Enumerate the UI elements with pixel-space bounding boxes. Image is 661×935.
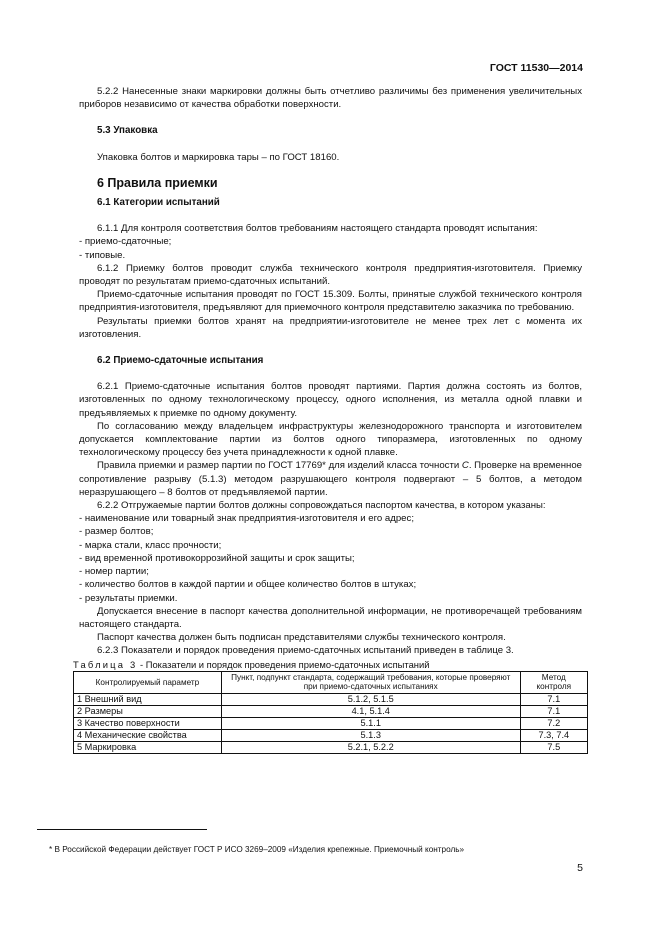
paragraph-6-2-3: 6.2.3 Показатели и порядок проведения приемо-сдаточных испытаний приведен в таблице 3. [97, 645, 514, 657]
list-item: - размер болтов; [79, 526, 154, 538]
standard-number: ГОСТ 11530—2014 [489, 62, 583, 74]
heading-6-1: 6.1 Категории испытаний [97, 197, 220, 209]
table-caption-label: Таблица 3 [73, 658, 138, 670]
paragraph-6-1-2b: Приемо-сдаточные испытания проводят по ГОСТ 15.309. Болты, принятые службой технического контроля предприятия-изготовителя, предъявляют для приемочного контроля представителю заказчика по требованию. [79, 289, 582, 314]
page-body [73, 85, 582, 754]
table-cell: 5 Маркировка [74, 741, 222, 753]
table-caption [73, 658, 582, 671]
list-item: - количество болтов в каждой партии и общее количество болтов в штуках; [79, 579, 417, 591]
paragraph-6-2-1c-end: . Проверке на временное сопротивление разрыву (5.1.3) методом разрушающего контроля подвергают – 5 болтов, а методом неразрушающего – 8 болтов от предъявляемой партии. [79, 460, 582, 498]
paragraph-6-2-2: 6.2.2 Отгружаемые партии болтов должны сопровождаться паспортом качества, в котором указаны: [97, 500, 546, 512]
accuracy-class: C [461, 460, 469, 472]
column-header-parameter: Контролируемый параметр [74, 671, 222, 693]
table-cell: 2 Размеры [74, 705, 222, 717]
paragraph-6-1-2c: Результаты приемки болтов хранят на предприятии-изготовителе не менее трех лет с момента их изготовления. [79, 315, 582, 340]
table-cell: 7.1 [520, 705, 587, 717]
footnote-divider [37, 829, 207, 830]
table-cell: 7.3, 7.4 [520, 729, 587, 741]
table-cell: 1 Внешний вид [74, 693, 222, 705]
table-row [74, 693, 588, 705]
list-item: - марка стали, класс прочности; [79, 539, 222, 551]
paragraph-6-2-2b: Допускается внесение в паспорт качества дополнительной информации, не противоречащей требованиям настоящего стандарта. [79, 605, 582, 630]
paragraph-6-2-1: 6.2.1 Приемо-сдаточные испытания болтов проводят партиями. Партия должна состоять из болтов, изготовленных по одному технологическому процессу, одного исполнения, из металла одной плавки и предъявляемых к приемке по одному документу. [79, 381, 582, 419]
paragraph-5-3: Упаковка болтов и маркировка тары – по ГОСТ 18160. [97, 151, 340, 163]
column-header-clause: Пункт, подпункт стандарта, содержащий требования, которые проверяют при приемо-сдаточных испытаниях [221, 671, 520, 693]
page-number: 5 [577, 862, 583, 874]
heading-6-2: 6.2 Приемо-сдаточные испытания [97, 355, 264, 367]
table-row [74, 717, 588, 729]
table-row [74, 705, 588, 717]
table-row [74, 729, 588, 741]
table-cell: 7.5 [520, 741, 587, 753]
table-caption-title: - Показатели и порядок проведения приемо-сдаточных испытаний [137, 658, 430, 670]
list-item: - результаты приемки. [79, 592, 178, 604]
table-row [74, 741, 588, 753]
table-cell: 5.1.2, 5.1.5 [221, 693, 520, 705]
column-header-method: Метод контроля [520, 671, 587, 693]
heading-5-3: 5.3 Упаковка [97, 125, 158, 137]
list-item: - наименование или товарный знак предприятия-изготовителя и его адрес; [79, 513, 414, 525]
paragraph-6-2-1b: По согласованию между владельцем инфраструктуры железнодорожного транспорта и изготовителем допускается комплектование партии из болтов одного типоразмера, изготовленных по одному технологическому процессу без учета принадлежности к одной плавке. [79, 420, 582, 459]
table-cell: 3 Качество поверхности [74, 717, 222, 729]
list-item: - вид временной противокоррозийной защиты и срок защиты; [79, 552, 355, 564]
paragraph-6-2-1c-start: Правила приемки и размер партии по ГОСТ 17769* для изделий класса точности [97, 460, 462, 472]
paragraph-6-2-2c: Паспорт качества должен быть подписан представителями службы технического контроля. [97, 632, 506, 644]
heading-6: 6 Правила приемки [97, 175, 218, 190]
table-cell: 5.1.1 [221, 717, 520, 729]
table-cell: 7.1 [520, 693, 587, 705]
list-item: - номер партии; [79, 566, 149, 578]
acceptance-tests-table [73, 671, 588, 754]
table-cell: 5.2.1, 5.2.2 [221, 741, 520, 753]
paragraph-6-1-2: 6.1.2 Приемку болтов проводит служба технического контроля предприятия-изготовителя. Приемку проводят по результатам приемо-сдаточных испытаний. [79, 262, 582, 288]
footnote: * В Российской Федерации действует ГОСТ Р ИСО 3269–2009 «Изделия крепежные. Приемочный контроль» [49, 845, 465, 855]
paragraph-6-2-1c [79, 459, 582, 499]
table-cell: 4.1, 5.1.4 [221, 705, 520, 717]
paragraph-5-2-2: 5.2.2 Нанесенные знаки маркировки должны быть отчетливо различимы без применения увеличительных приборов независимо от качества обработки поверхности. [79, 86, 582, 111]
list-item: - типовые. [79, 249, 126, 261]
list-item: - приемо-сдаточные; [79, 236, 172, 248]
table-cell: 5.1.3 [221, 729, 520, 741]
paragraph-6-1-1: 6.1.1 Для контроля соответствия болтов требованиям настоящего стандарта проводят испытания: [97, 223, 538, 235]
table-cell: 7.2 [520, 717, 587, 729]
table-cell: 4 Механические свойства [74, 729, 222, 741]
table-header-row [74, 671, 588, 693]
